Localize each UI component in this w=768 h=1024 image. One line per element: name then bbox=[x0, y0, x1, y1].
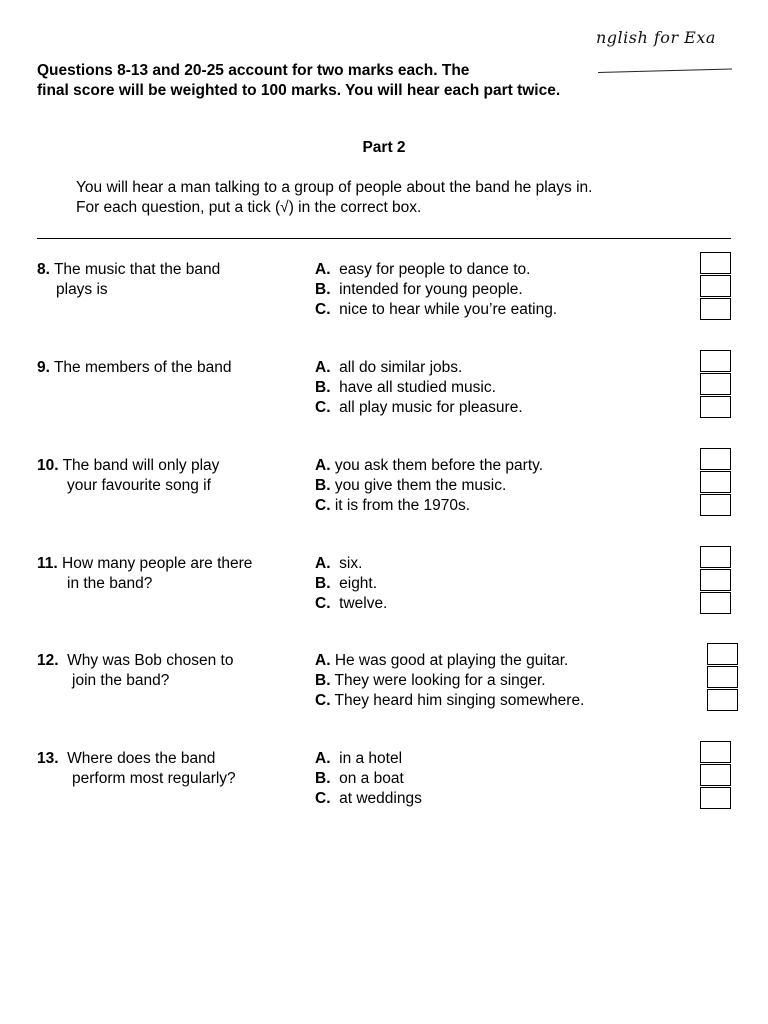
option-text: all play music for pleasure. bbox=[339, 399, 523, 416]
option-c bbox=[315, 496, 705, 516]
option-letter: B. bbox=[315, 672, 331, 689]
option-letter: A. bbox=[315, 652, 331, 669]
option-text: They were looking for a singer. bbox=[334, 672, 546, 689]
question-8 bbox=[37, 260, 731, 330]
question-stem-line-1: The band will only play bbox=[58, 457, 220, 474]
option-text: intended for young people. bbox=[339, 281, 523, 298]
question-number: 11. bbox=[37, 555, 58, 572]
tick-box-b[interactable] bbox=[700, 471, 731, 493]
question-stem-line-2: join the band? bbox=[72, 672, 170, 689]
question-number: 10. bbox=[37, 457, 59, 474]
tick-box-c[interactable] bbox=[700, 298, 731, 320]
option-b bbox=[315, 769, 705, 789]
question-stem-line-2: your favourite song if bbox=[67, 477, 211, 494]
option-text: He was good at playing the guitar. bbox=[334, 652, 569, 669]
option-c bbox=[315, 691, 705, 711]
question-stem bbox=[37, 260, 307, 300]
question-10 bbox=[37, 456, 731, 526]
option-letter: A. bbox=[315, 555, 331, 572]
tick-box-c[interactable] bbox=[700, 787, 731, 809]
answer-options bbox=[315, 358, 705, 418]
option-letter: C. bbox=[315, 497, 331, 514]
answer-options bbox=[315, 651, 705, 711]
option-b bbox=[315, 574, 705, 594]
instructions-line-2: For each question, put a tick (√) in the correct box. bbox=[76, 199, 422, 216]
answer-options bbox=[315, 260, 705, 320]
tick-box-a[interactable] bbox=[700, 546, 731, 568]
option-letter: C. bbox=[315, 595, 331, 612]
tick-box-a[interactable] bbox=[707, 643, 738, 665]
question-number: 9. bbox=[37, 359, 50, 376]
option-letter: C. bbox=[315, 692, 331, 709]
option-c bbox=[315, 398, 705, 418]
option-letter: B. bbox=[315, 281, 331, 298]
question-stem bbox=[37, 554, 307, 594]
option-text: you ask them before the party. bbox=[334, 457, 544, 474]
section-divider bbox=[37, 238, 731, 239]
option-a bbox=[315, 358, 705, 378]
instructions bbox=[76, 178, 592, 218]
question-11 bbox=[37, 554, 731, 624]
tick-boxes bbox=[700, 350, 731, 419]
header-brand-text: nglish for Exa bbox=[596, 28, 716, 47]
answer-options bbox=[315, 749, 705, 809]
option-text: in a hotel bbox=[339, 750, 403, 767]
option-a bbox=[315, 749, 705, 769]
tick-box-c[interactable] bbox=[700, 494, 731, 516]
question-number: 12. bbox=[37, 652, 59, 669]
tick-box-b[interactable] bbox=[707, 666, 738, 688]
option-text: They heard him singing somewhere. bbox=[334, 692, 585, 709]
option-letter: B. bbox=[315, 770, 331, 787]
tick-boxes bbox=[700, 448, 731, 517]
question-number: 13. bbox=[37, 750, 59, 767]
option-letter: A. bbox=[315, 261, 331, 278]
tick-box-b[interactable] bbox=[700, 275, 731, 297]
option-a bbox=[315, 554, 705, 574]
option-letter: C. bbox=[315, 301, 331, 318]
tick-box-c[interactable] bbox=[700, 396, 731, 418]
tick-box-b[interactable] bbox=[700, 373, 731, 395]
option-text: twelve. bbox=[339, 595, 388, 612]
instructions-line-1: You will hear a man talking to a group of people about the band he plays in. bbox=[76, 179, 593, 196]
option-letter: B. bbox=[315, 477, 331, 494]
answer-options bbox=[315, 456, 705, 516]
question-12 bbox=[37, 651, 731, 721]
intro-line-2: final score will be weighted to 100 marks. You will hear each part twice. bbox=[37, 82, 561, 99]
question-stem-line-2: perform most regularly? bbox=[72, 770, 236, 787]
tick-box-a[interactable] bbox=[700, 448, 731, 470]
question-stem bbox=[37, 358, 307, 378]
question-stem-line-1: Why was Bob chosen to bbox=[58, 652, 234, 669]
tick-boxes bbox=[707, 643, 738, 712]
question-stem-line-1: The music that the band bbox=[49, 261, 221, 278]
question-stem-line-1: The members of the band bbox=[49, 359, 232, 376]
option-text: it is from the 1970s. bbox=[334, 497, 471, 514]
option-b bbox=[315, 671, 705, 691]
option-text: all do similar jobs. bbox=[339, 359, 463, 376]
option-text: you give them the music. bbox=[334, 477, 507, 494]
question-13 bbox=[37, 749, 731, 819]
option-c bbox=[315, 594, 705, 614]
option-letter: A. bbox=[315, 750, 331, 767]
option-b bbox=[315, 280, 705, 300]
tick-box-b[interactable] bbox=[700, 569, 731, 591]
option-c bbox=[315, 789, 705, 809]
option-text: easy for people to dance to. bbox=[339, 261, 531, 278]
question-stem-line-2: in the band? bbox=[67, 575, 153, 592]
intro-line-1: Questions 8-13 and 20-25 account for two marks each. The bbox=[37, 62, 470, 79]
option-b bbox=[315, 476, 705, 496]
question-number: 8. bbox=[37, 261, 50, 278]
option-a bbox=[315, 260, 705, 280]
tick-boxes bbox=[700, 546, 731, 615]
option-letter: C. bbox=[315, 790, 331, 807]
option-letter: A. bbox=[315, 359, 331, 376]
tick-box-a[interactable] bbox=[700, 741, 731, 763]
question-9 bbox=[37, 358, 731, 428]
option-letter: A. bbox=[315, 457, 331, 474]
question-stem-line-1: Where does the band bbox=[58, 750, 216, 767]
tick-box-c[interactable] bbox=[700, 592, 731, 614]
option-a bbox=[315, 456, 705, 476]
tick-boxes bbox=[700, 741, 731, 810]
option-text: eight. bbox=[339, 575, 378, 592]
option-letter: C. bbox=[315, 399, 331, 416]
tick-box-b[interactable] bbox=[700, 764, 731, 786]
option-letter: B. bbox=[315, 575, 331, 592]
option-text: on a boat bbox=[339, 770, 404, 787]
part-title: Part 2 bbox=[362, 139, 406, 156]
question-stem-line-1: How many people are there bbox=[57, 555, 253, 572]
option-text: nice to hear while you’re eating. bbox=[339, 301, 558, 318]
tick-box-a[interactable] bbox=[700, 252, 731, 274]
tick-boxes bbox=[700, 252, 731, 321]
option-text: at weddings bbox=[339, 790, 422, 807]
option-text: six. bbox=[339, 555, 363, 572]
question-stem-line-2: plays is bbox=[56, 281, 108, 298]
answer-options bbox=[315, 554, 705, 614]
option-letter: B. bbox=[315, 379, 331, 396]
question-stem bbox=[37, 651, 307, 691]
tick-box-a[interactable] bbox=[700, 350, 731, 372]
intro-text bbox=[37, 61, 697, 101]
question-stem bbox=[37, 749, 307, 789]
option-b bbox=[315, 378, 705, 398]
tick-box-c[interactable] bbox=[707, 689, 738, 711]
option-a bbox=[315, 651, 705, 671]
option-text: have all studied music. bbox=[339, 379, 496, 396]
option-c bbox=[315, 300, 705, 320]
question-stem bbox=[37, 456, 307, 496]
